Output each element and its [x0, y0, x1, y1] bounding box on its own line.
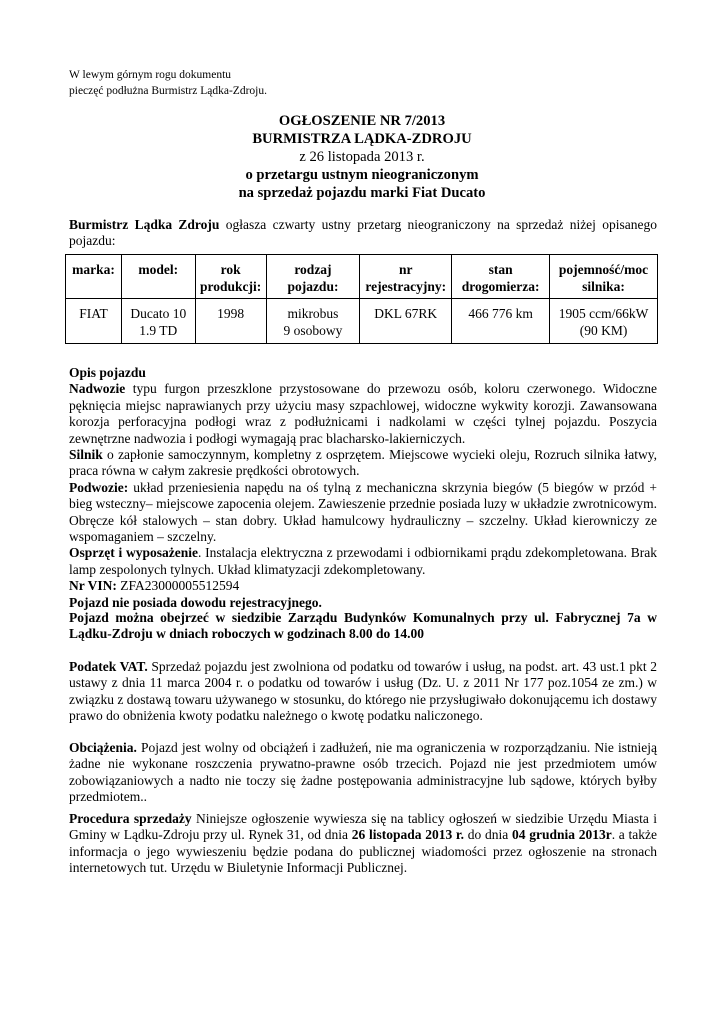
cell-make: FIAT — [66, 299, 122, 344]
engine-paragraph: Silnik o zapłonie samoczynnym, kompletny z osprzętem. Miejscowe wycieki oleju, Rozruch silnika łatwy, praca równa w całym zakresie prędkości obrotowych. — [69, 447, 657, 479]
header-date: z 26 listopada 2013 r. — [299, 149, 425, 165]
table-row — [66, 299, 658, 344]
equipment-paragraph: Osprzęt i wyposażenie. Instalacja elektryczna z przewodami i odbiornikami prądu zdekompletowana. Brak lamp zespolonych tylnych. Układ klimatyzacji zdekompletowany. — [69, 545, 657, 577]
procedure-paragraph: Procedura sprzedaży Niniejsze ogłoszenie wywiesza się na tablicy ogłoszeń w siedzibie Urzędu Miasta i Gminy w Lądku-Zdroju przy ul. Rynek 31, od dnia 26 listopada 2013 r. do dnia 04 grudnia 2013r. a także informacja o jego wywieszeniu będzie podana do publicznej wiadomości przez ogłoszenie na stronach internetowych tut. Urzędu w Biuletynie Informacji Publicznej. — [69, 811, 658, 876]
body-paragraph: Nadwozie typu furgon przeszklone przystosowane do przewozu osób, koloru czerwonego. Widoczne pęknięcia miejsc naprawianych przy użyciu masy szpachlowej, widoczne wykwity korozji. Zawansowana korozja perforacyjna podłogi wraz z podłużnicami i nadkolami w części tylnej pojazdu. Poszycia zewnętrzne nadwozia i podłogi wymagają prac blacharsko-lakierniczych. — [69, 381, 657, 446]
vin-line: Nr VIN: ZFA23000005512594 — [69, 578, 240, 594]
stamp-note-line: pieczęć podłużna Burmistrz Lądka-Zdroju. — [69, 85, 267, 97]
stamp-note — [69, 67, 267, 99]
stamp-note-line: W lewym górnym rogu dokumentu — [69, 69, 232, 81]
chassis-paragraph: Podwozie: układ przeniesienia napędu na oś tylną z mechaniczna skrzynia biegów (5 biegów w przód + bieg wsteczny– miejscowe zapocenia olejem. Zawieszenie przednie posiada luzy w układzie zwrotnicowym. Obręcze kół stalowych – stan dobry. Układ hamulcowy hydrauliczny – szczelny. Układ kierowniczy ze wspomaganiem – szczelny. — [69, 479, 657, 545]
header-title: OGŁOSZENIE NR 7/2013 — [278, 113, 446, 129]
col-header-engine: pojemność/moc silnika: — [550, 255, 658, 299]
cell-registration: DKL 67RK — [360, 299, 452, 344]
col-header-registration: nr rejestracyjny: — [360, 255, 452, 299]
no-registration-note: Pojazd nie posiada dowodu rejestracyjnego. — [69, 594, 322, 610]
encumbrances-paragraph: Obciążenia. Pojazd jest wolny od obciążeń i zadłużeń, nie ma ograniczenia w rozporządzaniu. Nie istnieją żadne nie wykonane roszczenia prywatno-prawne osób trzecich. Pojazd nie jest przedmiotem umów zobowiązaniowych a nadto nie toczy się żadne postępowania administracyjne lub sądowe, których byłby przedmiotem.. — [69, 740, 657, 805]
col-header-make: marka: — [66, 255, 122, 299]
intro-bold: Burmistrz Lądka Zdroju — [69, 217, 220, 232]
intro-text: ogłasza czwarty ustny przetarg nieograniczony na sprzedaż niżej opisanego pojazdu: — [69, 217, 657, 249]
description-title: Opis pojazdu — [69, 365, 146, 380]
header-subject: o przetargu ustnym nieograniczonym — [245, 167, 479, 183]
col-header-model: model: — [121, 255, 195, 299]
viewing-paragraph: Pojazd można obejrzeć w siedzibie Zarządu Budynków Komunalnych przy ul. Fabrycznej 7a w Lądku-Zdroju w dniach roboczych w godzinach 8.00 do 14.00 — [69, 610, 657, 642]
cell-model: Ducato 10 1.9 TD — [121, 299, 195, 344]
table-header-row — [66, 255, 658, 299]
col-header-odometer: stan drogomierza: — [452, 255, 550, 299]
cell-type: mikrobus 9 osobowy — [266, 299, 360, 344]
cell-engine: 1905 ccm/66kW (90 KM) — [550, 299, 658, 344]
vehicle-table — [65, 254, 658, 344]
intro-paragraph — [69, 217, 657, 250]
announcement-header — [0, 112, 724, 202]
cell-year: 1998 — [195, 299, 266, 344]
col-header-year: rok produkcji: — [195, 255, 266, 299]
header-subject-2: na sprzedaż pojazdu marki Fiat Ducato — [238, 185, 486, 201]
vehicle-description — [69, 365, 657, 611]
cell-odometer: 466 776 km — [452, 299, 550, 344]
vat-paragraph: Podatek VAT. Sprzedaż pojazdu jest zwolniona od podatku od towarów i usług, na podst. art. 43 ust.1 pkt 2 ustawy z dnia 11 marca 2004 r. o podatku od towarów i usług (Dz. U. z 2011 Nr 177 poz.1054 ze zm.) w związku z dostawą towaru używanego w stosunku, do którego nie przysługiwało dokonującemu ich dostawy prawo do obniżenia kwoty podatku należnego o kwotę podatku naliczonego. — [69, 659, 657, 724]
header-issuer: BURMISTRZA LĄDKA-ZDROJU — [252, 131, 472, 147]
col-header-type: rodzaj pojazdu: — [266, 255, 360, 299]
